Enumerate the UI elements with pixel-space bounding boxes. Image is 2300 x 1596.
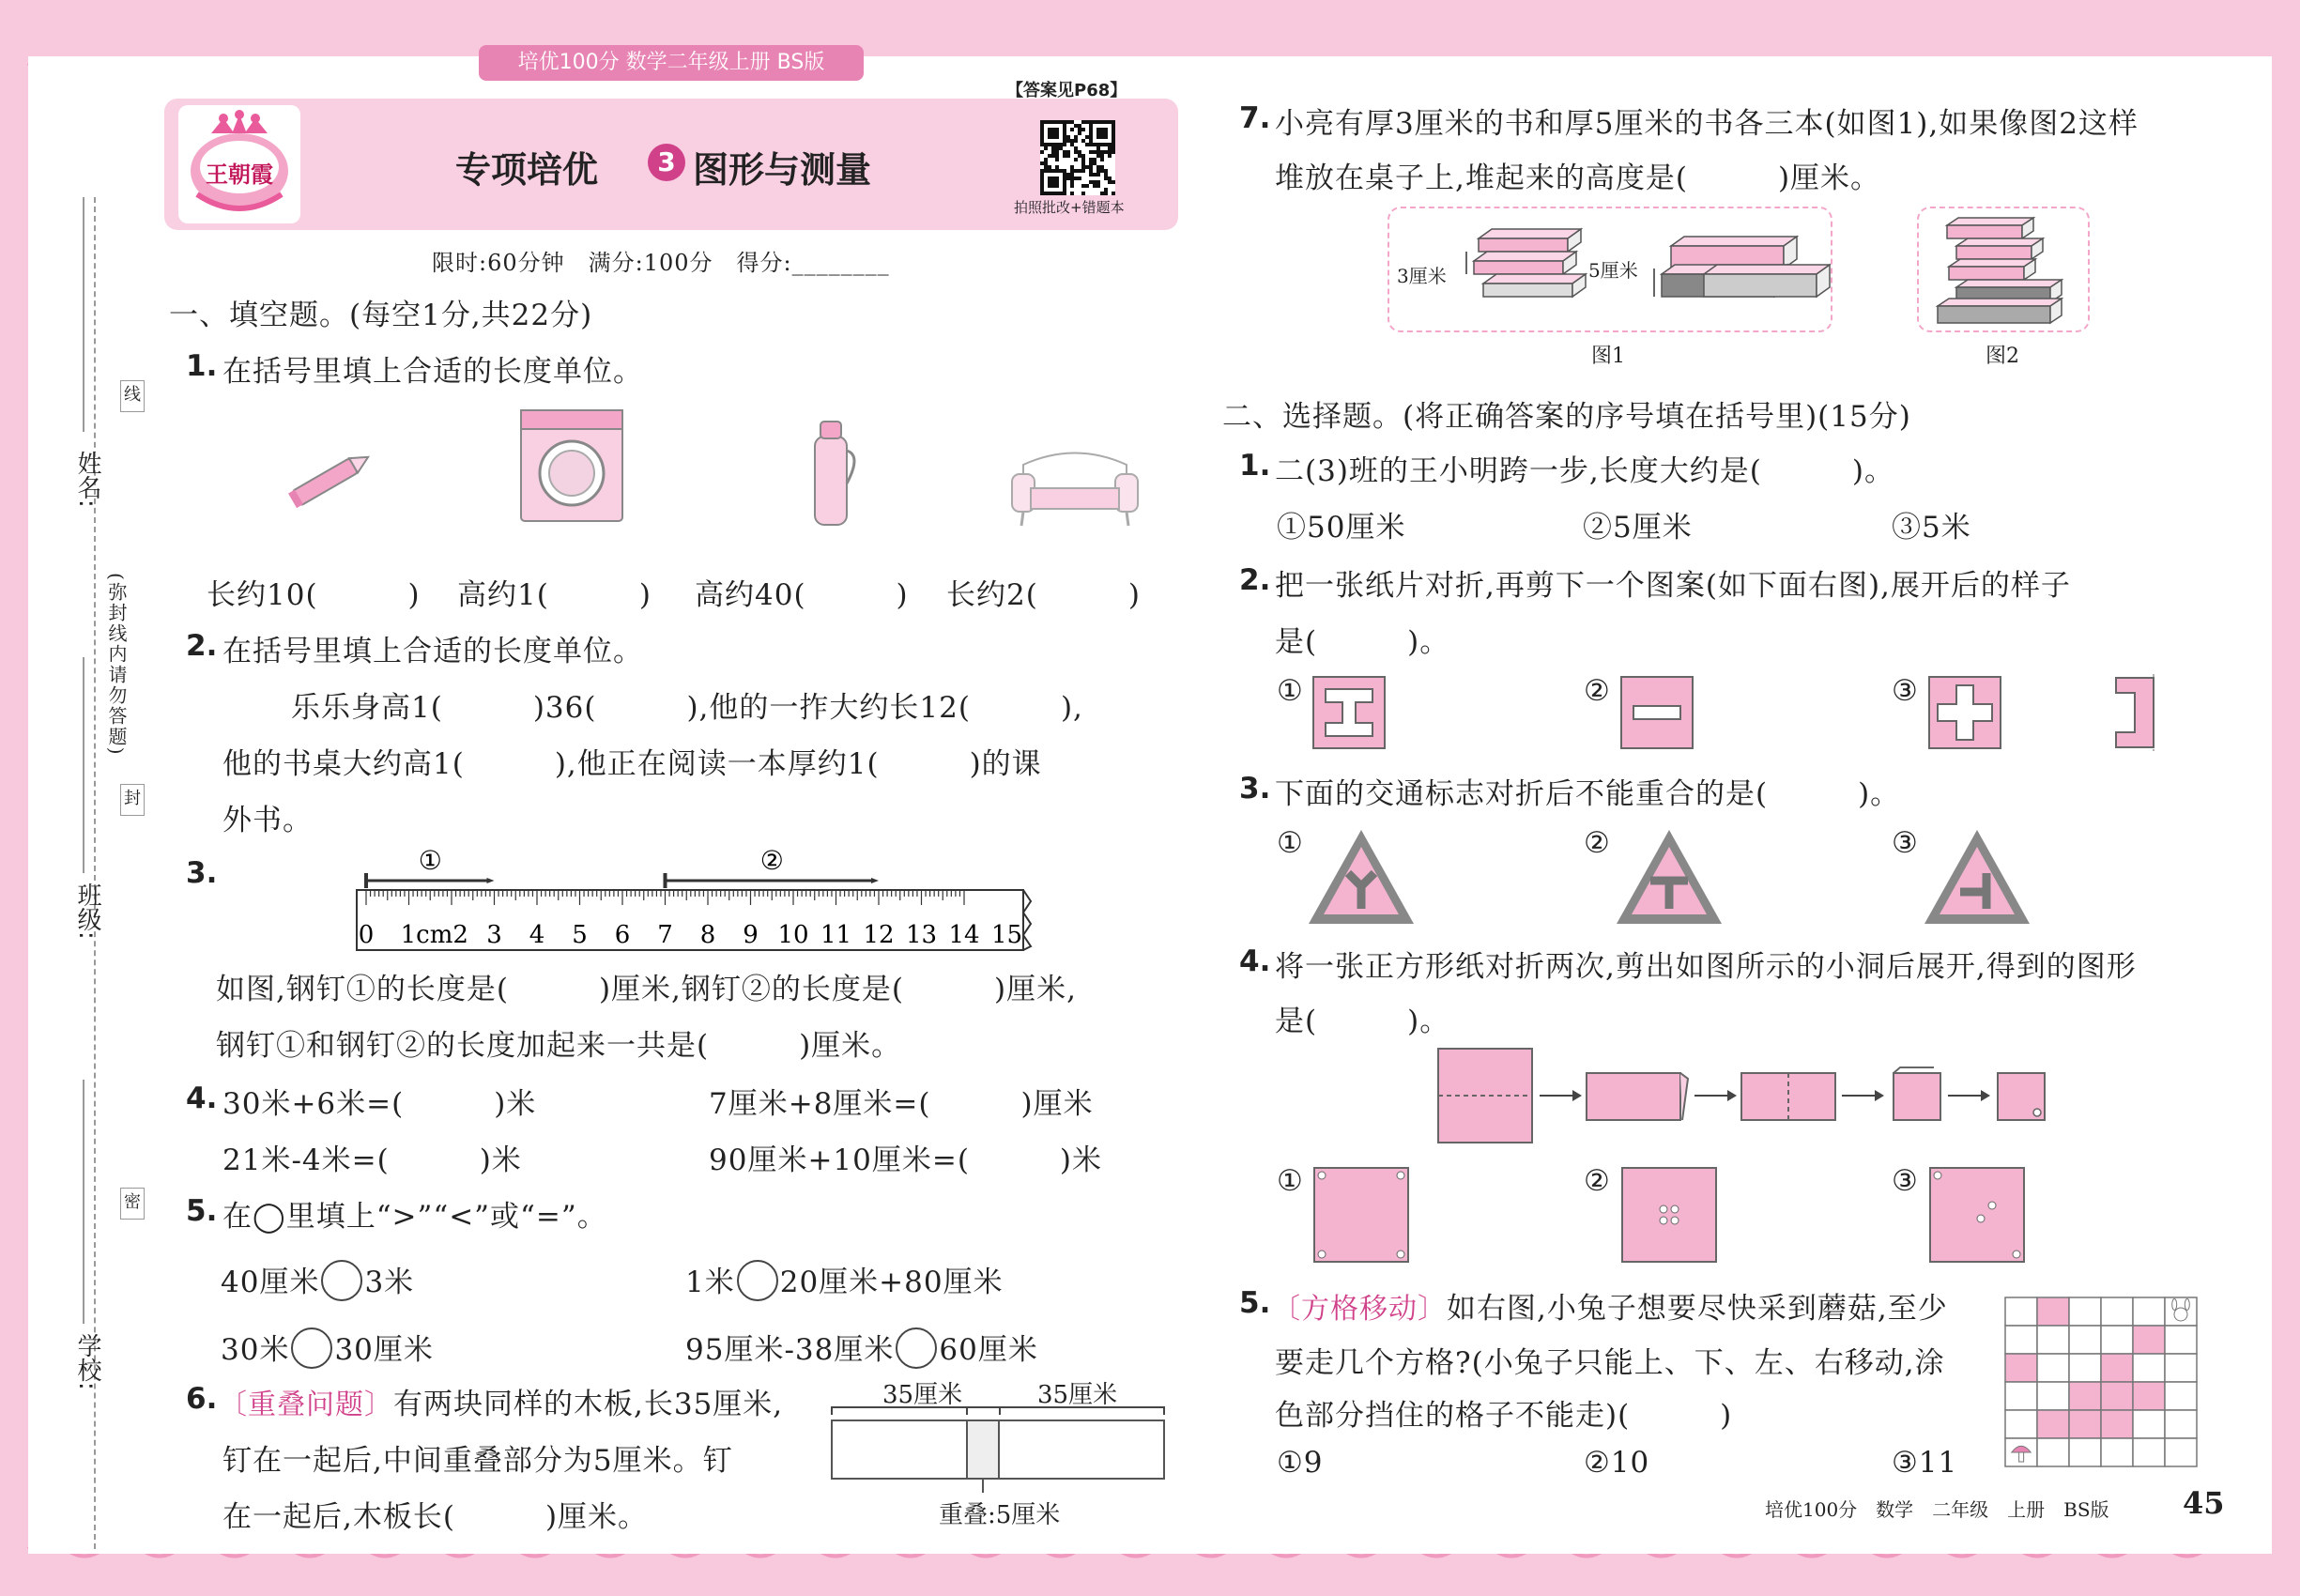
page-subtitle: 图形与测量 — [693, 149, 872, 191]
q6-line-2: 钉在一起后,中间重叠部分为5厘米。钉 — [222, 1444, 733, 1478]
ruler-tick-label: 11 — [820, 921, 852, 949]
q6-tag: 〔重叠问题〕 — [219, 1389, 393, 1421]
book — [1956, 280, 2062, 287]
grid-cell — [2101, 1382, 2133, 1410]
grid-cell — [2005, 1382, 2037, 1410]
unit-badge: 3 — [648, 144, 685, 181]
thermos-icon — [798, 418, 864, 530]
c3-sign-2 — [1613, 826, 1725, 929]
q1-number: 1. — [186, 349, 218, 383]
q2-number: 2. — [186, 629, 218, 663]
c5-tag: 〔方格移动〕 — [1272, 1293, 1447, 1326]
c3-sign-3 — [1921, 826, 2033, 929]
compare-circle — [291, 1327, 332, 1369]
class-label: 班级: — [73, 882, 101, 940]
q7-line-2[interactable]: 堆放在桌子上,堆起来的高度是( )厘米。 — [1275, 161, 1881, 195]
c2-cut-pattern — [2112, 674, 2159, 751]
c5-line-3[interactable]: 色部分挡住的格子不能走)( ) — [1275, 1399, 1733, 1433]
q1-text: 在括号里填上合适的长度单位。 — [222, 355, 643, 389]
board-label-2: 35厘米 — [1037, 1381, 1118, 1409]
ruler-tick-label: 7 — [657, 921, 673, 949]
ruler-tick-label: 4 — [529, 921, 545, 949]
c4-shape-3 — [1928, 1166, 2026, 1264]
grid-cell — [2133, 1438, 2165, 1466]
ruler-tick-label: 0 — [358, 921, 375, 949]
thin-book-label: 3厘米 — [1397, 265, 1447, 287]
name-underline — [83, 197, 84, 432]
limits: 限时:60分钟 满分:100分 得分:________ — [432, 250, 890, 276]
c1-opt-1[interactable]: ①50厘米 — [1277, 511, 1406, 545]
grid-maze — [2000, 1294, 2206, 1474]
ruler-figure — [329, 845, 1042, 958]
grid-cell — [2037, 1326, 2069, 1354]
c3-sign-1 — [1305, 826, 1418, 929]
grid-cell — [2069, 1438, 2101, 1466]
book — [1956, 238, 2043, 246]
c1-text[interactable]: 二(3)班的王小明跨一步,长度大约是( )。 — [1275, 454, 1894, 488]
compare-circle — [737, 1260, 778, 1301]
book — [1704, 265, 1830, 274]
grid-cell — [2069, 1354, 2101, 1382]
book — [1947, 218, 2033, 225]
q7-number: 7. — [1239, 101, 1271, 135]
logo-text: 王朝霞 — [206, 161, 273, 188]
ruler-tick-label: 3 — [486, 921, 502, 949]
c4-shape-2 — [1620, 1166, 1718, 1264]
ruler-tick-label: 6 — [614, 921, 631, 949]
line-mark: 线 — [120, 380, 145, 412]
c2-opt-1[interactable]: ① — [1277, 674, 1304, 708]
grid-cell — [2069, 1382, 2101, 1410]
seal-mark: 封 — [120, 784, 145, 816]
q4-number: 4. — [186, 1082, 218, 1115]
grid-cell — [2005, 1410, 2037, 1438]
c3-opt-1[interactable]: ① — [1277, 826, 1304, 860]
book — [1483, 274, 1586, 284]
crayon-icon — [272, 432, 385, 526]
q5-text: 在◯里填上“>”“<”或“=”。 — [222, 1200, 607, 1234]
c3-number: 3. — [1239, 772, 1271, 806]
q4-item-4[interactable]: 90厘米+10厘米=( )米 — [709, 1143, 1103, 1177]
ruler-tick-label: 13 — [905, 921, 938, 949]
grid-cell — [2037, 1438, 2069, 1466]
c2-line-2[interactable]: 是( )。 — [1275, 625, 1450, 659]
q1-item-3[interactable]: 高约40( ) — [695, 578, 909, 612]
c2-shape-1 — [1312, 676, 1386, 749]
q1-item-4[interactable]: 长约2( ) — [946, 578, 1141, 612]
grid-cell — [2165, 1410, 2197, 1438]
q7-line-1: 小亮有厚3厘米的书和厚5厘米的书各三本(如图1),如果像图2这样 — [1275, 107, 2139, 141]
class-underline — [83, 657, 84, 873]
grid-cell — [2005, 1297, 2037, 1326]
c3-text[interactable]: 下面的交通标志对折后不能重合的是( )。 — [1275, 777, 1901, 811]
answer-ref: 【答案见P68】 — [1006, 81, 1127, 100]
folding-sequence — [1436, 1047, 2093, 1150]
grid-cell — [2165, 1382, 2197, 1410]
qr-code[interactable] — [1040, 120, 1115, 195]
series-badge: 培优100分 数学二年级上册 BS版 — [479, 45, 864, 81]
grid-cell — [2133, 1326, 2165, 1354]
grid-cell — [2101, 1410, 2133, 1438]
grid-cell — [2101, 1438, 2133, 1466]
grid-cell — [2037, 1382, 2069, 1410]
q6-line-1: 〔重叠问题〕有两块同样的木板,长35厘米, — [219, 1388, 784, 1421]
grid-cell — [2069, 1297, 2101, 1326]
book — [1949, 259, 2035, 267]
q6-line-3[interactable]: 在一起后,木板长( )厘米。 — [222, 1500, 649, 1534]
grid-cell — [2133, 1410, 2165, 1438]
grid-cell — [2069, 1326, 2101, 1354]
figure-2-box — [1917, 207, 2090, 332]
c4-number: 4. — [1239, 944, 1271, 978]
sofa-icon — [1004, 437, 1145, 530]
q3-line-1[interactable]: 如图,钢钉①的长度是( )厘米,钢钉②的长度是( )厘米, — [216, 973, 1077, 1006]
grid-cell — [2069, 1410, 2101, 1438]
q2-line-3: 外书。 — [222, 804, 313, 837]
book — [1671, 237, 1797, 246]
ruler-tick-label: 1cm2 — [400, 921, 468, 949]
ruler-tick-label: 5 — [572, 921, 588, 949]
grid-cell — [2133, 1354, 2165, 1382]
c4-opt-1[interactable]: ① — [1277, 1164, 1304, 1198]
notice-label: (弥封线内请勿答题) — [105, 573, 128, 757]
q4-item-1[interactable]: 30米+6米=( )米 — [222, 1087, 537, 1121]
figure-1-caption: 图1 — [1591, 345, 1625, 368]
c5-opt-2[interactable]: ②10 — [1584, 1446, 1650, 1480]
grid-cell — [2005, 1326, 2037, 1354]
grid-cell — [2133, 1297, 2165, 1326]
c4-line-1: 将一张正方形纸对折两次,剪出如图所示的小洞后展开,得到的图形 — [1275, 950, 2137, 984]
c1-number: 1. — [1239, 449, 1271, 483]
c5-opt-1[interactable]: ①9 — [1277, 1446, 1324, 1480]
book — [1479, 229, 1581, 238]
book — [1474, 252, 1576, 261]
grid-cell — [2037, 1354, 2069, 1382]
c2-shape-2 — [1620, 676, 1694, 749]
c4-line-2[interactable]: 是( )。 — [1275, 1005, 1450, 1038]
q5-item-3[interactable]: 30米 30厘米 — [221, 1326, 434, 1369]
fold-mark: 密 — [120, 1188, 145, 1220]
q6-number: 6. — [186, 1382, 218, 1416]
qr-caption: 拍照批改+错题本 — [1014, 199, 1125, 216]
c5-opt-3[interactable]: ③11 — [1892, 1446, 1958, 1480]
grid-cell — [2101, 1354, 2133, 1382]
grid-cell — [2037, 1410, 2069, 1438]
c5-number: 5. — [1239, 1286, 1271, 1320]
grid-cell — [2101, 1297, 2133, 1326]
compare-circle — [321, 1260, 362, 1301]
compare-circle — [896, 1327, 937, 1369]
q4-item-2[interactable]: 7厘米+8厘米=( )厘米 — [709, 1087, 1094, 1121]
c1-opt-2[interactable]: ②5厘米 — [1583, 511, 1693, 545]
c2-shape-3 — [1928, 676, 2001, 749]
nail-label: ② — [759, 845, 784, 876]
page-title: 专项培优 — [455, 149, 599, 191]
q5-item-2[interactable]: 1米 20厘米+80厘米 — [685, 1258, 1004, 1301]
sheet — [28, 51, 2272, 1554]
grid-cell — [2165, 1326, 2197, 1354]
q4-item-3[interactable]: 21米-4米=( )米 — [222, 1143, 522, 1177]
grid-cell — [2037, 1297, 2069, 1326]
name-label: 姓名: — [73, 451, 101, 508]
c1-opt-3[interactable]: ③5米 — [1892, 511, 1971, 545]
grid-cell — [2133, 1382, 2165, 1410]
ruler-tick-label: 8 — [699, 921, 716, 949]
board-label-1: 35厘米 — [882, 1381, 963, 1409]
footer-text: 培优100分 数学 二年级 上册 BS版 — [1765, 1498, 2109, 1521]
c4-opt-2[interactable]: ② — [1584, 1164, 1611, 1198]
c2-line-1: 把一张纸片对折,再剪下一个图案(如下面右图),展开后的样子 — [1275, 569, 2071, 603]
ruler-tick-label: 12 — [863, 921, 895, 949]
q2-line-1[interactable]: 乐乐身高1( )36( ),他的一拃大约长12( ), — [291, 691, 1083, 725]
c3-opt-3[interactable]: ③ — [1892, 826, 1919, 860]
q5-number: 5. — [186, 1194, 218, 1228]
figure-2-caption: 图2 — [1986, 345, 2019, 368]
ruler-tick-label: 9 — [743, 921, 759, 949]
school-label: 学校: — [73, 1333, 101, 1390]
figure-1-box — [1388, 207, 1832, 332]
c2-opt-3[interactable]: ③ — [1892, 674, 1919, 708]
q5-item-4[interactable]: 95厘米-38厘米 60厘米 — [685, 1326, 1038, 1369]
ruler-tick-label: 14 — [948, 921, 980, 949]
c4-opt-3[interactable]: ③ — [1892, 1164, 1919, 1198]
washing-machine-icon — [516, 406, 629, 528]
ruler-tick-label: 15 — [990, 921, 1023, 949]
q3-line-2[interactable]: 钢钉①和钢钉②的长度加起来一共是( )厘米。 — [216, 1029, 902, 1063]
c4-shape-1 — [1312, 1166, 1410, 1264]
q2-text: 在括号里填上合适的长度单位。 — [222, 635, 643, 668]
overlap-label: 重叠:5厘米 — [939, 1501, 1061, 1529]
book — [1938, 299, 2062, 306]
grid-cell — [2005, 1354, 2037, 1382]
ruler-tick-label: 10 — [777, 921, 809, 949]
school-underline — [83, 1080, 84, 1324]
c3-opt-2[interactable]: ② — [1584, 826, 1611, 860]
c2-number: 2. — [1239, 563, 1271, 597]
q1-item-2[interactable]: 高约1( ) — [457, 578, 652, 612]
q2-line-2[interactable]: 他的书桌大约高1( ),他正在阅读一本厚约1( )的课 — [222, 747, 1042, 781]
c5-line-2: 要走几个方格?(小兔子只能上、下、左、右移动,涂 — [1275, 1346, 1945, 1380]
thick-book-label: 5厘米 — [1588, 259, 1638, 282]
c2-opt-2[interactable]: ② — [1584, 674, 1611, 708]
section-1-title: 一、填空题。(每空1分,共22分) — [169, 299, 593, 332]
boards-figure — [826, 1375, 1173, 1529]
q5-item-1[interactable]: 40厘米 3米 — [221, 1258, 414, 1301]
nail-label: ① — [418, 845, 442, 876]
q3-number: 3. — [186, 856, 218, 890]
c5-line-1: 〔方格移动〕如右图,小兔子想要尽快采到蘑菇,至少 — [1272, 1292, 1948, 1326]
page-number: 45 — [2183, 1485, 2225, 1521]
logo — [178, 105, 300, 223]
grid-cell — [2101, 1326, 2133, 1354]
section-2-title: 二、选择题。(将正确答案的序号填在括号里)(15分) — [1222, 400, 1911, 434]
grid-cell — [2165, 1354, 2197, 1382]
grid-cell — [2165, 1438, 2197, 1466]
q1-item-1[interactable]: 长约10( ) — [207, 578, 421, 612]
